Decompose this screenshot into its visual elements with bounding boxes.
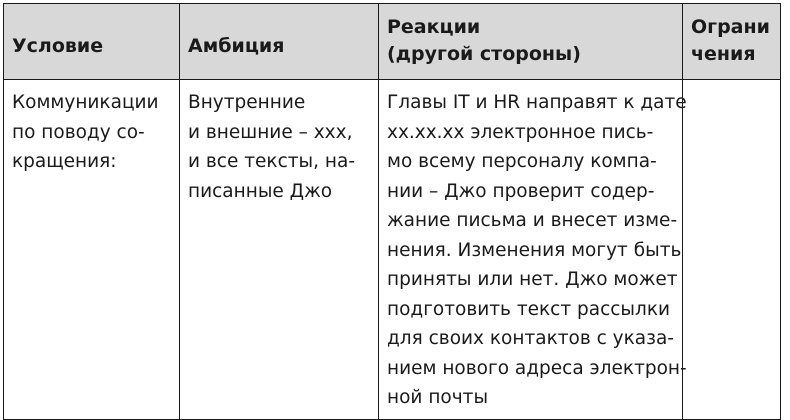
cell-reactions-line: Главы IT и HR направят к дате: [387, 92, 687, 113]
cell-ambition-line: и все тексты, на-: [188, 151, 355, 172]
cell-reactions-line: для своих контактов с указа-: [387, 328, 674, 349]
cell-condition-line: по поводу со-: [12, 121, 145, 143]
cell-condition-line: Коммуникации: [12, 92, 159, 113]
cell-limits: [683, 80, 781, 420]
header-ambition: [180, 4, 379, 80]
header-limits-line-1: Ограни: [691, 16, 770, 38]
cell-reactions-line: подготовить текст рассылки: [387, 298, 671, 320]
header-limits-line-2: чения: [691, 43, 756, 65]
cell-reactions-line: приняты или нет. Джо может: [387, 269, 678, 290]
cell-ambition-line: Внутренние: [188, 92, 306, 113]
header-condition: [4, 4, 180, 80]
cell-reactions-line: нения. Изменения могут быть: [387, 239, 682, 261]
cell-reactions-line: нием нового адреса электрон-: [387, 357, 687, 379]
cell-condition: [4, 80, 180, 420]
cell-reactions: [379, 80, 687, 420]
table-header-row: [4, 4, 781, 80]
header-condition-text: Условие: [12, 35, 104, 57]
cell-ambition-line: и внешние – ххх,: [188, 121, 353, 143]
cell-ambition-line: писанные Джо: [188, 180, 333, 202]
header-reactions-line-2: (другой стороны): [387, 43, 581, 65]
header-limits: [683, 4, 781, 80]
cell-condition-line: кращения:: [12, 151, 117, 172]
cell-reactions-line: xx.xx.xx электронное пись-: [387, 121, 654, 143]
cell-reactions-line: жание письма и внесет изме-: [387, 210, 678, 231]
cell-ambition: [180, 80, 379, 420]
header-reactions: [379, 4, 683, 80]
header-ambition-text: Амбиция: [188, 35, 285, 57]
header-reactions-line-1: Реакции: [387, 16, 481, 38]
negotiation-table: [3, 3, 781, 420]
cell-reactions-line: нии – Джо проверит содер-: [387, 180, 655, 202]
cell-reactions-line: мо всему персоналу компа-: [387, 151, 657, 172]
cell-reactions-line: ной почты: [387, 387, 489, 408]
table-row: [4, 80, 781, 420]
